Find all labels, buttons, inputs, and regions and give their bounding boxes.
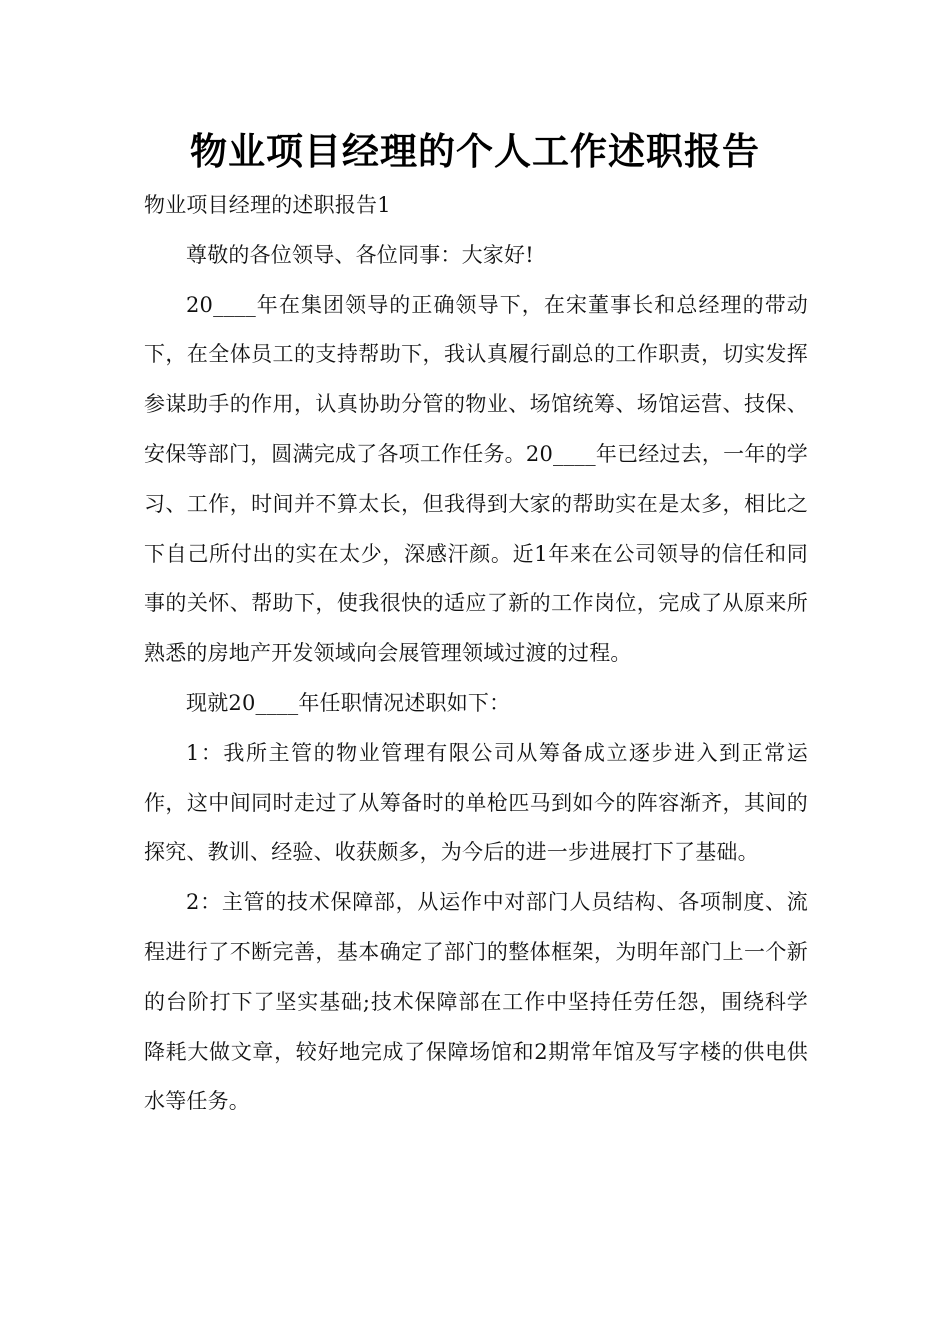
paragraph-greeting: 尊敬的各位领导、各位同事：大家好! (186, 242, 534, 267)
document-body (144, 181, 808, 1127)
paragraph-item-2: 2：主管的技术保障部，从运作中对部门人员结构、各项制度、流程进行了不断完善，基本确定了部门的整体框架，为明年部门上一个新的台阶打下了坚实基础;技术保障部在工作中坚持任劳任怨，围绕科学降耗大做文章，较好地完成了保障场馆和2期常年馆及写字楼的供电供水等任务。 (144, 890, 808, 1114)
report-subtitle: 物业项目经理的述职报告1 (144, 193, 391, 217)
document-title: 物业项目经理的个人工作述职报告 (190, 130, 760, 173)
paragraph-intro: 20____年在集团领导的正确领导下，在宋董事长和总经理的带动下，在全体员工的支持帮助下，我认真履行副总的工作职责，切实发挥参谋助手的作用，认真协助分管的物业、场馆统筹、场馆运营、技保、安保等部门，圆满完成了各项工作任务。20____年已经过去，一年的学习、工作，时间并不算太长，但我得到大家的帮助实在是太多，相比之下自己所付出的实在太少，深感汗颜。近1年来在公司领导的信任和同事的关怀、帮助下，使我很快的适应了新的工作岗位，完成了从原来所熟悉的房地产开发领域向会展管理领域过渡的过程。 (144, 292, 808, 666)
paragraph-item-1: 1：我所主管的物业管理有限公司从筹备成立逐步进入到正常运作，这中间同时走过了从筹备时的单枪匹马到如今的阵容渐齐，其间的探究、教训、经验、收获颇多，为今后的进一步进展打下了基础。 (144, 740, 808, 865)
paragraph-summary-lead: 现就20____年任职情况述职如下： (186, 690, 511, 715)
